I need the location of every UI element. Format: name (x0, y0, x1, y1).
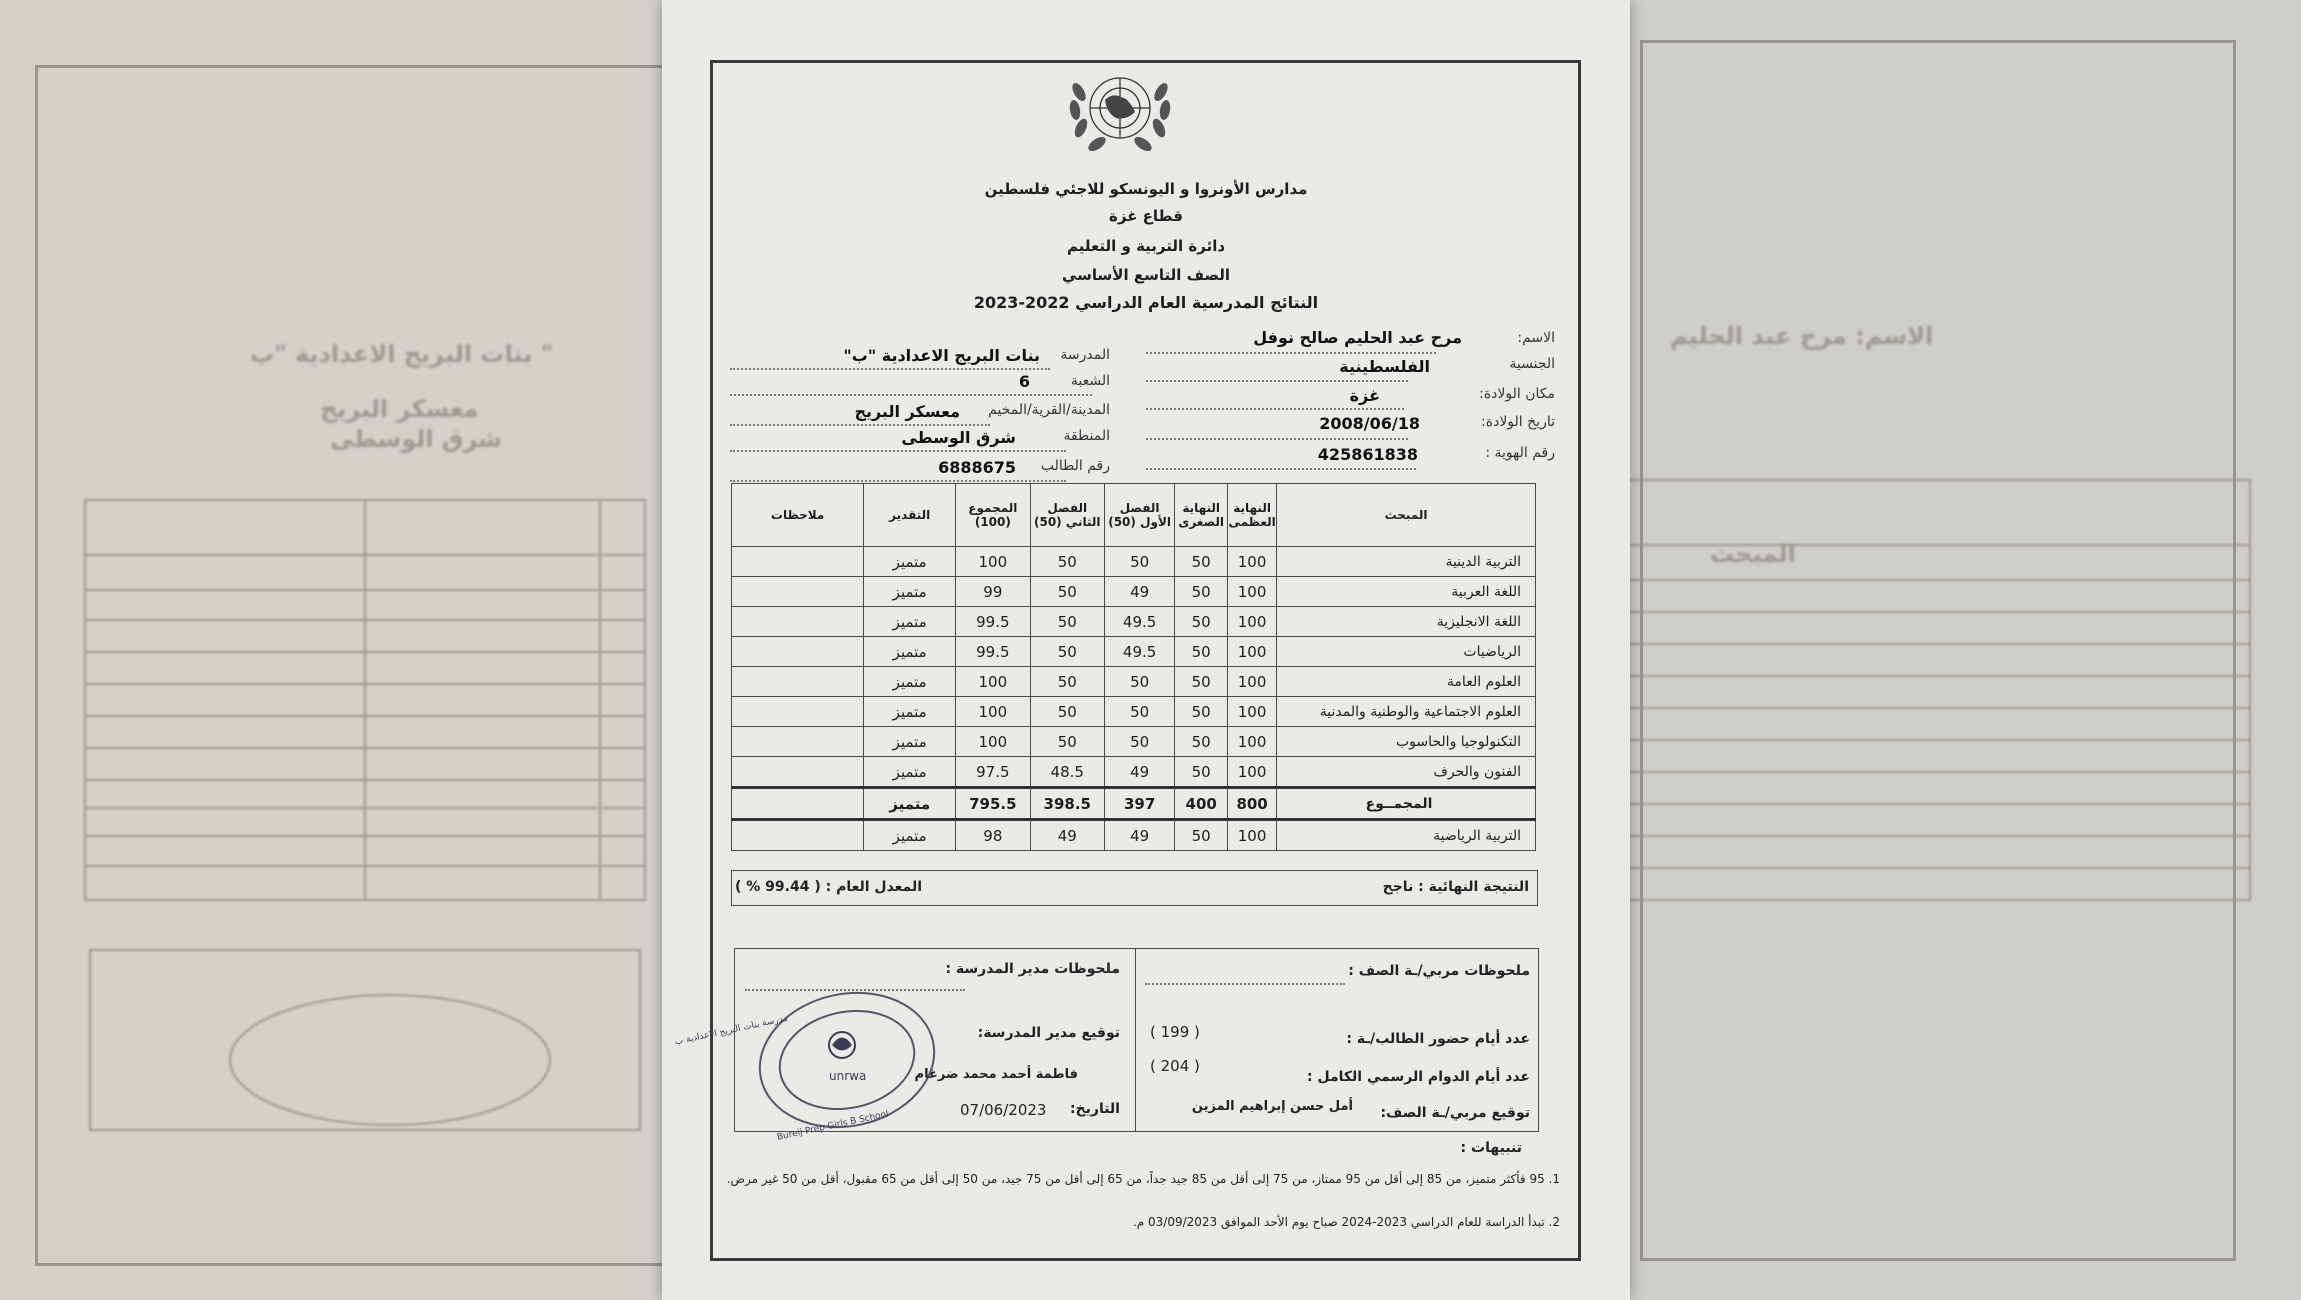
cell-t2: 48.5 (1030, 757, 1104, 788)
principal-name: فاطمة أحمد محمد ضرغام (914, 1067, 1078, 1082)
header-line-unrwa: مدارس الأونروا و اليونسكو للاجئي فلسطين (984, 180, 1308, 198)
cell-subject: الرياضيات (1277, 637, 1536, 667)
cell-min: 50 (1175, 547, 1228, 577)
cell-t1: 49.5 (1104, 637, 1174, 667)
student-no-dots (730, 480, 1066, 482)
student-school: بنات البريج الاعدادية "ب" (843, 346, 1040, 365)
student-region: شرق الوسطى (901, 428, 1016, 447)
cell-notes (732, 697, 864, 727)
background-page-left (0, 0, 662, 1300)
cell-max: 100 (1228, 820, 1277, 851)
header-line-results: النتائج المدرسية العام الدراسي 2022-2023 (973, 293, 1319, 312)
city-dots (730, 424, 990, 426)
col-total: المجموع (100) (956, 484, 1030, 547)
footer-title: تنبيهات : (1460, 1140, 1522, 1156)
cell-max: 100 (1228, 697, 1277, 727)
col-notes: ملاحظات (732, 484, 864, 547)
stamp-school-ar: مدرسة بنات البريج الاعدادية ب (673, 1013, 789, 1048)
city-label: المدينة/القرية/المخيم (988, 402, 1110, 418)
cell-min: 50 (1175, 607, 1228, 637)
student-city: معسكر البريج (854, 402, 960, 421)
cell-t2: 50 (1030, 697, 1104, 727)
date-label: التاريخ: (1069, 1101, 1120, 1117)
header-line-grade: الصف التاسع الأساسي (1061, 266, 1230, 284)
header-line-gaza: قطاع غزة (1109, 207, 1183, 225)
birthplace-label: مكان الولادة: (1479, 386, 1555, 402)
cell-notes (732, 820, 864, 851)
cell-grade: متميز (864, 547, 956, 577)
cell-t2: 50 (1030, 727, 1104, 757)
cell-min: 50 (1175, 727, 1228, 757)
col-grade: التقدير (864, 484, 956, 547)
cell-grade: متميز (864, 637, 956, 667)
cell-max: 100 (1228, 547, 1277, 577)
cell-t1: 49 (1104, 757, 1174, 788)
cell-grade: متميز (864, 788, 956, 820)
cell-subject: التربية الدينية (1277, 547, 1536, 577)
cell-total: 100 (956, 697, 1030, 727)
footer-note-2: 2. تبدأ الدراسة للعام الدراسي 2023-2024 صباح يوم الأحد الموافق 03/09/2023 م. (1132, 1215, 1560, 1229)
teacher-name: أمل حسن إبراهيم المزين (1191, 1099, 1353, 1114)
cell-total: 100 (956, 667, 1030, 697)
principal-notes-label: ملحوظات مدير المدرسة : (945, 961, 1120, 977)
ghost-school-left: " بنات البريج الاعدادية "ب (250, 340, 554, 368)
table-row (732, 547, 1536, 577)
table-total-row (732, 788, 1536, 820)
cell-min: 50 (1175, 667, 1228, 697)
student-number: 6888675 (938, 458, 1016, 477)
signatures-divider (1135, 949, 1136, 1131)
cell-notes (732, 667, 864, 697)
ghost-name-right: الاسم: مرح عبد الحليم (1670, 322, 1934, 350)
student-section: 6 (1018, 372, 1030, 391)
cell-notes (732, 727, 864, 757)
official-days: ( 204 ) (1150, 1057, 1200, 1075)
student-birthdate: 2008/06/18 (1319, 414, 1420, 433)
cell-t1: 397 (1104, 788, 1174, 820)
report-card-paper (662, 0, 1630, 1300)
cell-total: 100 (956, 727, 1030, 757)
cell-total: 97.5 (956, 757, 1030, 788)
name-dots (1146, 352, 1436, 354)
school-stamp-icon (673, 990, 937, 1143)
background-table-left (0, 0, 662, 1300)
principal-signature-label: توقيع مدير المدرسة: (977, 1025, 1120, 1041)
un-emblem-icon (1057, 62, 1183, 162)
cell-max: 100 (1228, 637, 1277, 667)
cell-total: 99.5 (956, 637, 1030, 667)
general-average: المعدل العام : ( 99.44 % ) (734, 879, 922, 895)
cell-total: 100 (956, 547, 1030, 577)
table-row (732, 697, 1536, 727)
background-page-right (1630, 0, 2301, 1300)
cell-subject: اللغة العربية (1277, 577, 1536, 607)
cell-notes (732, 788, 864, 820)
official-days-label: عدد أيام الدوام الرسمي الكامل : (1307, 1069, 1530, 1085)
cell-subject: الفنون والحرف (1277, 757, 1536, 788)
cell-t2: 398.5 (1030, 788, 1104, 820)
cell-t1: 50 (1104, 547, 1174, 577)
cell-notes (732, 637, 864, 667)
attendance-days: ( 199 ) (1150, 1023, 1200, 1041)
region-dots (730, 450, 1066, 452)
table-row (732, 667, 1536, 697)
cell-grade: متميز (864, 727, 956, 757)
nationality-dots (1146, 380, 1408, 382)
id-dots (1146, 468, 1416, 470)
footer-note-1: 1. 95 فأكثر متميز، من 85 إلى أقل من 95 ممتاز، من 75 إلى أقل من 85 جيد جداً، من 65 إلى أقل من 75 جيد، من 50 إلى أقل من 65 مقبول، أقل من 50 غير مرض. (726, 1172, 1560, 1186)
cell-grade: متميز (864, 820, 956, 851)
cell-total: 99 (956, 577, 1030, 607)
cell-t2: 50 (1030, 607, 1104, 637)
student-nationality: الفلسطينية (1339, 357, 1430, 376)
cell-grade: متميز (864, 667, 956, 697)
cell-max: 800 (1228, 788, 1277, 820)
cell-max: 100 (1228, 577, 1277, 607)
cell-t2: 50 (1030, 547, 1104, 577)
cell-max: 100 (1228, 607, 1277, 637)
table-row (732, 757, 1536, 788)
ghost-region-left: شرق الوسطى (330, 425, 502, 453)
cell-subject: التكنولوجيا والحاسوب (1277, 727, 1536, 757)
col-term2: الفصل الثاني (50) (1030, 484, 1104, 547)
cell-notes (732, 577, 864, 607)
cell-grade: متميز (864, 757, 956, 788)
cell-t2: 50 (1030, 637, 1104, 667)
cell-t1: 49.5 (1104, 607, 1174, 637)
name-label: الاسم: (1517, 330, 1555, 346)
table-row (732, 820, 1536, 851)
student-no-label: رقم الطالب (1040, 458, 1110, 474)
grades-body (732, 547, 1536, 851)
cell-grade: متميز (864, 697, 956, 727)
cell-t1: 50 (1104, 667, 1174, 697)
cell-subject: اللغة الانجليزية (1277, 607, 1536, 637)
table-row (732, 577, 1536, 607)
attendance-label: عدد أيام حضور الطالب/ـة : (1346, 1031, 1530, 1047)
student-name: مرح عبد الحليم صالح نوفل (1253, 328, 1462, 347)
cell-t2: 50 (1030, 667, 1104, 697)
col-min: النهاية الصغرى (1175, 484, 1228, 547)
student-birthplace: غزة (1349, 386, 1380, 405)
teacher-notes-label: ملحوظات مربي/ـة الصف : (1348, 963, 1530, 979)
col-term1: الفصل الأول (50) (1104, 484, 1174, 547)
background-table-right (1630, 0, 2301, 1300)
cell-min: 50 (1175, 637, 1228, 667)
final-result: النتيجة النهائية : ناجح (1382, 879, 1529, 895)
school-label: المدرسة (1060, 347, 1110, 363)
cell-notes (732, 547, 864, 577)
id-label: رقم الهوية : (1485, 445, 1555, 461)
cell-total: 99.5 (956, 607, 1030, 637)
cell-min: 400 (1175, 788, 1228, 820)
cell-grade: متميز (864, 577, 956, 607)
grades-table (731, 483, 1536, 851)
birthdate-dots (1146, 438, 1408, 440)
ghost-subject-right: المبحث (1710, 540, 1796, 568)
cell-subject: التربية الرياضية (1277, 820, 1536, 851)
school-dots (730, 368, 1050, 370)
ghost-camp-left: معسكر البريج (320, 395, 479, 423)
cell-notes (732, 757, 864, 788)
table-row (732, 607, 1536, 637)
region-label: المنطقة (1063, 428, 1110, 444)
cell-min: 50 (1175, 820, 1228, 851)
nationality-label: الجنسية (1509, 356, 1555, 372)
stamp-school-en: Bureij Prep Girls B School (776, 1109, 890, 1143)
cell-min: 50 (1175, 577, 1228, 607)
cell-subject: العلوم الاجتماعية والوطنية والمدنية (1277, 697, 1536, 727)
cell-t2: 49 (1030, 820, 1104, 851)
birthplace-dots (1146, 408, 1404, 410)
cell-total: 98 (956, 820, 1030, 851)
cell-max: 100 (1228, 727, 1277, 757)
cell-max: 100 (1228, 667, 1277, 697)
teacher-signature-label: توقيع مربي/ـة الصف: (1380, 1105, 1530, 1121)
cell-subject: العلوم العامة (1277, 667, 1536, 697)
student-id: 425861838 (1317, 445, 1418, 464)
cell-t2: 50 (1030, 577, 1104, 607)
final-result-row (731, 870, 1538, 906)
cell-grade: متميز (864, 607, 956, 637)
table-row (732, 637, 1536, 667)
birthdate-label: تاريخ الولادة: (1481, 414, 1555, 430)
table-row (732, 727, 1536, 757)
col-subject: المبحث (1277, 484, 1536, 547)
grades-header-row (732, 484, 1536, 547)
teacher-notes-dots (1145, 983, 1345, 985)
cell-t1: 49 (1104, 577, 1174, 607)
cell-t1: 50 (1104, 727, 1174, 757)
cell-min: 50 (1175, 757, 1228, 788)
cell-subject: المجمــوع (1277, 788, 1536, 820)
stamp-org: unrwa (829, 1069, 867, 1083)
cell-max: 100 (1228, 757, 1277, 788)
section-dots (730, 394, 1092, 396)
issue-date: 07/06/2023 (960, 1101, 1047, 1119)
header-line-education: دائرة التربية و التعليم (1066, 237, 1226, 255)
cell-min: 50 (1175, 697, 1228, 727)
cell-t1: 50 (1104, 697, 1174, 727)
cell-t1: 49 (1104, 820, 1174, 851)
cell-notes (732, 607, 864, 637)
col-max: النهاية العظمى (1228, 484, 1277, 547)
cell-total: 795.5 (956, 788, 1030, 820)
section-label: الشعبة (1070, 373, 1110, 389)
